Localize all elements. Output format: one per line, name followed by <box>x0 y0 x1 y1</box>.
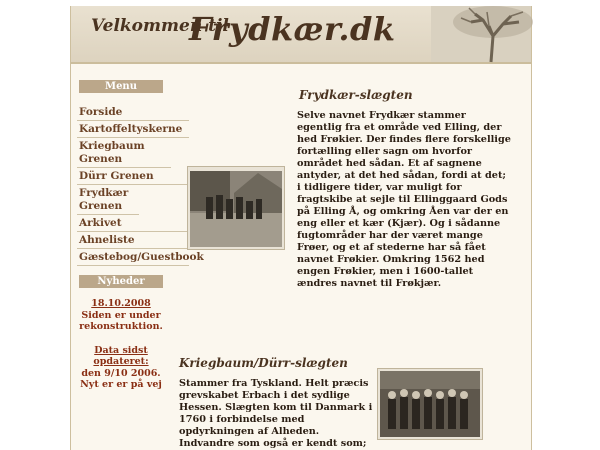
section-title-kriegbaum: Kriegbaum/Dürr-slægten <box>179 356 348 370</box>
news-date-link[interactable]: 18.10.2008 <box>91 298 151 309</box>
header-banner <box>71 6 531 64</box>
nav-item-ahneliste[interactable]: Ahneliste <box>77 232 189 249</box>
nav-item-durr-grenen[interactable]: Dürr Grenen <box>77 168 189 185</box>
nav-item-forside[interactable]: Forside <box>77 104 189 121</box>
page-container <box>70 6 532 450</box>
nav-item-arkivet[interactable]: Arkivet <box>77 215 189 232</box>
photo-image-1 <box>188 167 284 249</box>
family-photo-1 <box>187 166 285 250</box>
family-photo-2 <box>377 368 483 440</box>
photo-image-2 <box>378 369 482 439</box>
news-status: Siden er under rekonstruktion. <box>79 309 163 332</box>
section-text-frydkaer: Selve navnet Frydkær stammer egentlig fra et område ved Elling, der hed Frøkier. Der findes flere forskellige fortælling eller sagn om hvorfor området hed sådan. Et af sagnene antyder, at det hed sådan, fordi at det; i tidligere tider, var muligt for fragtskibe at sejle til Ellinggaard Gods på Elling Å, og omkring Åen var der en eng eller et kær (Kjær). Og i sådanne fugtområder har der været mange Frøer, og et af stederne har så fået navnet Frøkier. Omkring 1562 hed engen Frøkier, men i 1600-tallet ændres navnet til Frøkjær. <box>297 110 511 289</box>
nav-item-kriegbaum-grenen[interactable]: Kriegbaum Grenen <box>77 138 171 168</box>
news-panel <box>71 298 171 391</box>
tree-icon <box>431 6 531 62</box>
nav-item-guestbook[interactable]: Gæstebog/Guestbook <box>77 249 189 266</box>
sidebar-nav <box>77 104 204 266</box>
section-title-frydkaer: Frydkær-slægten <box>299 88 413 102</box>
section-text-kriegbaum: Stammer fra Tyskland. Helt præcis grevskabet Erbach i det sydlige Hessen. Slægten kom til Danmark i 1760 i forbindelse med opdyrkningen af Alheden. Indvandre som også er kendt som; <box>179 378 373 449</box>
site-logo[interactable]: Frydkær.dk <box>189 10 396 48</box>
nav-item-frydkaer-grenen[interactable]: Frydkær Grenen <box>77 185 139 215</box>
news-updated-text: den 9/10 2006. Nyt er er på vej <box>80 367 162 390</box>
welcome-text: Velkommen til <box>91 16 229 36</box>
nav-item-kartoffeltyskerne[interactable]: Kartoffeltyskerne <box>77 121 189 138</box>
news-heading: Nyheder <box>79 275 163 288</box>
menu-heading: Menu <box>79 80 163 93</box>
news-updated-link[interactable]: Data sidst opdateret: <box>93 344 149 367</box>
